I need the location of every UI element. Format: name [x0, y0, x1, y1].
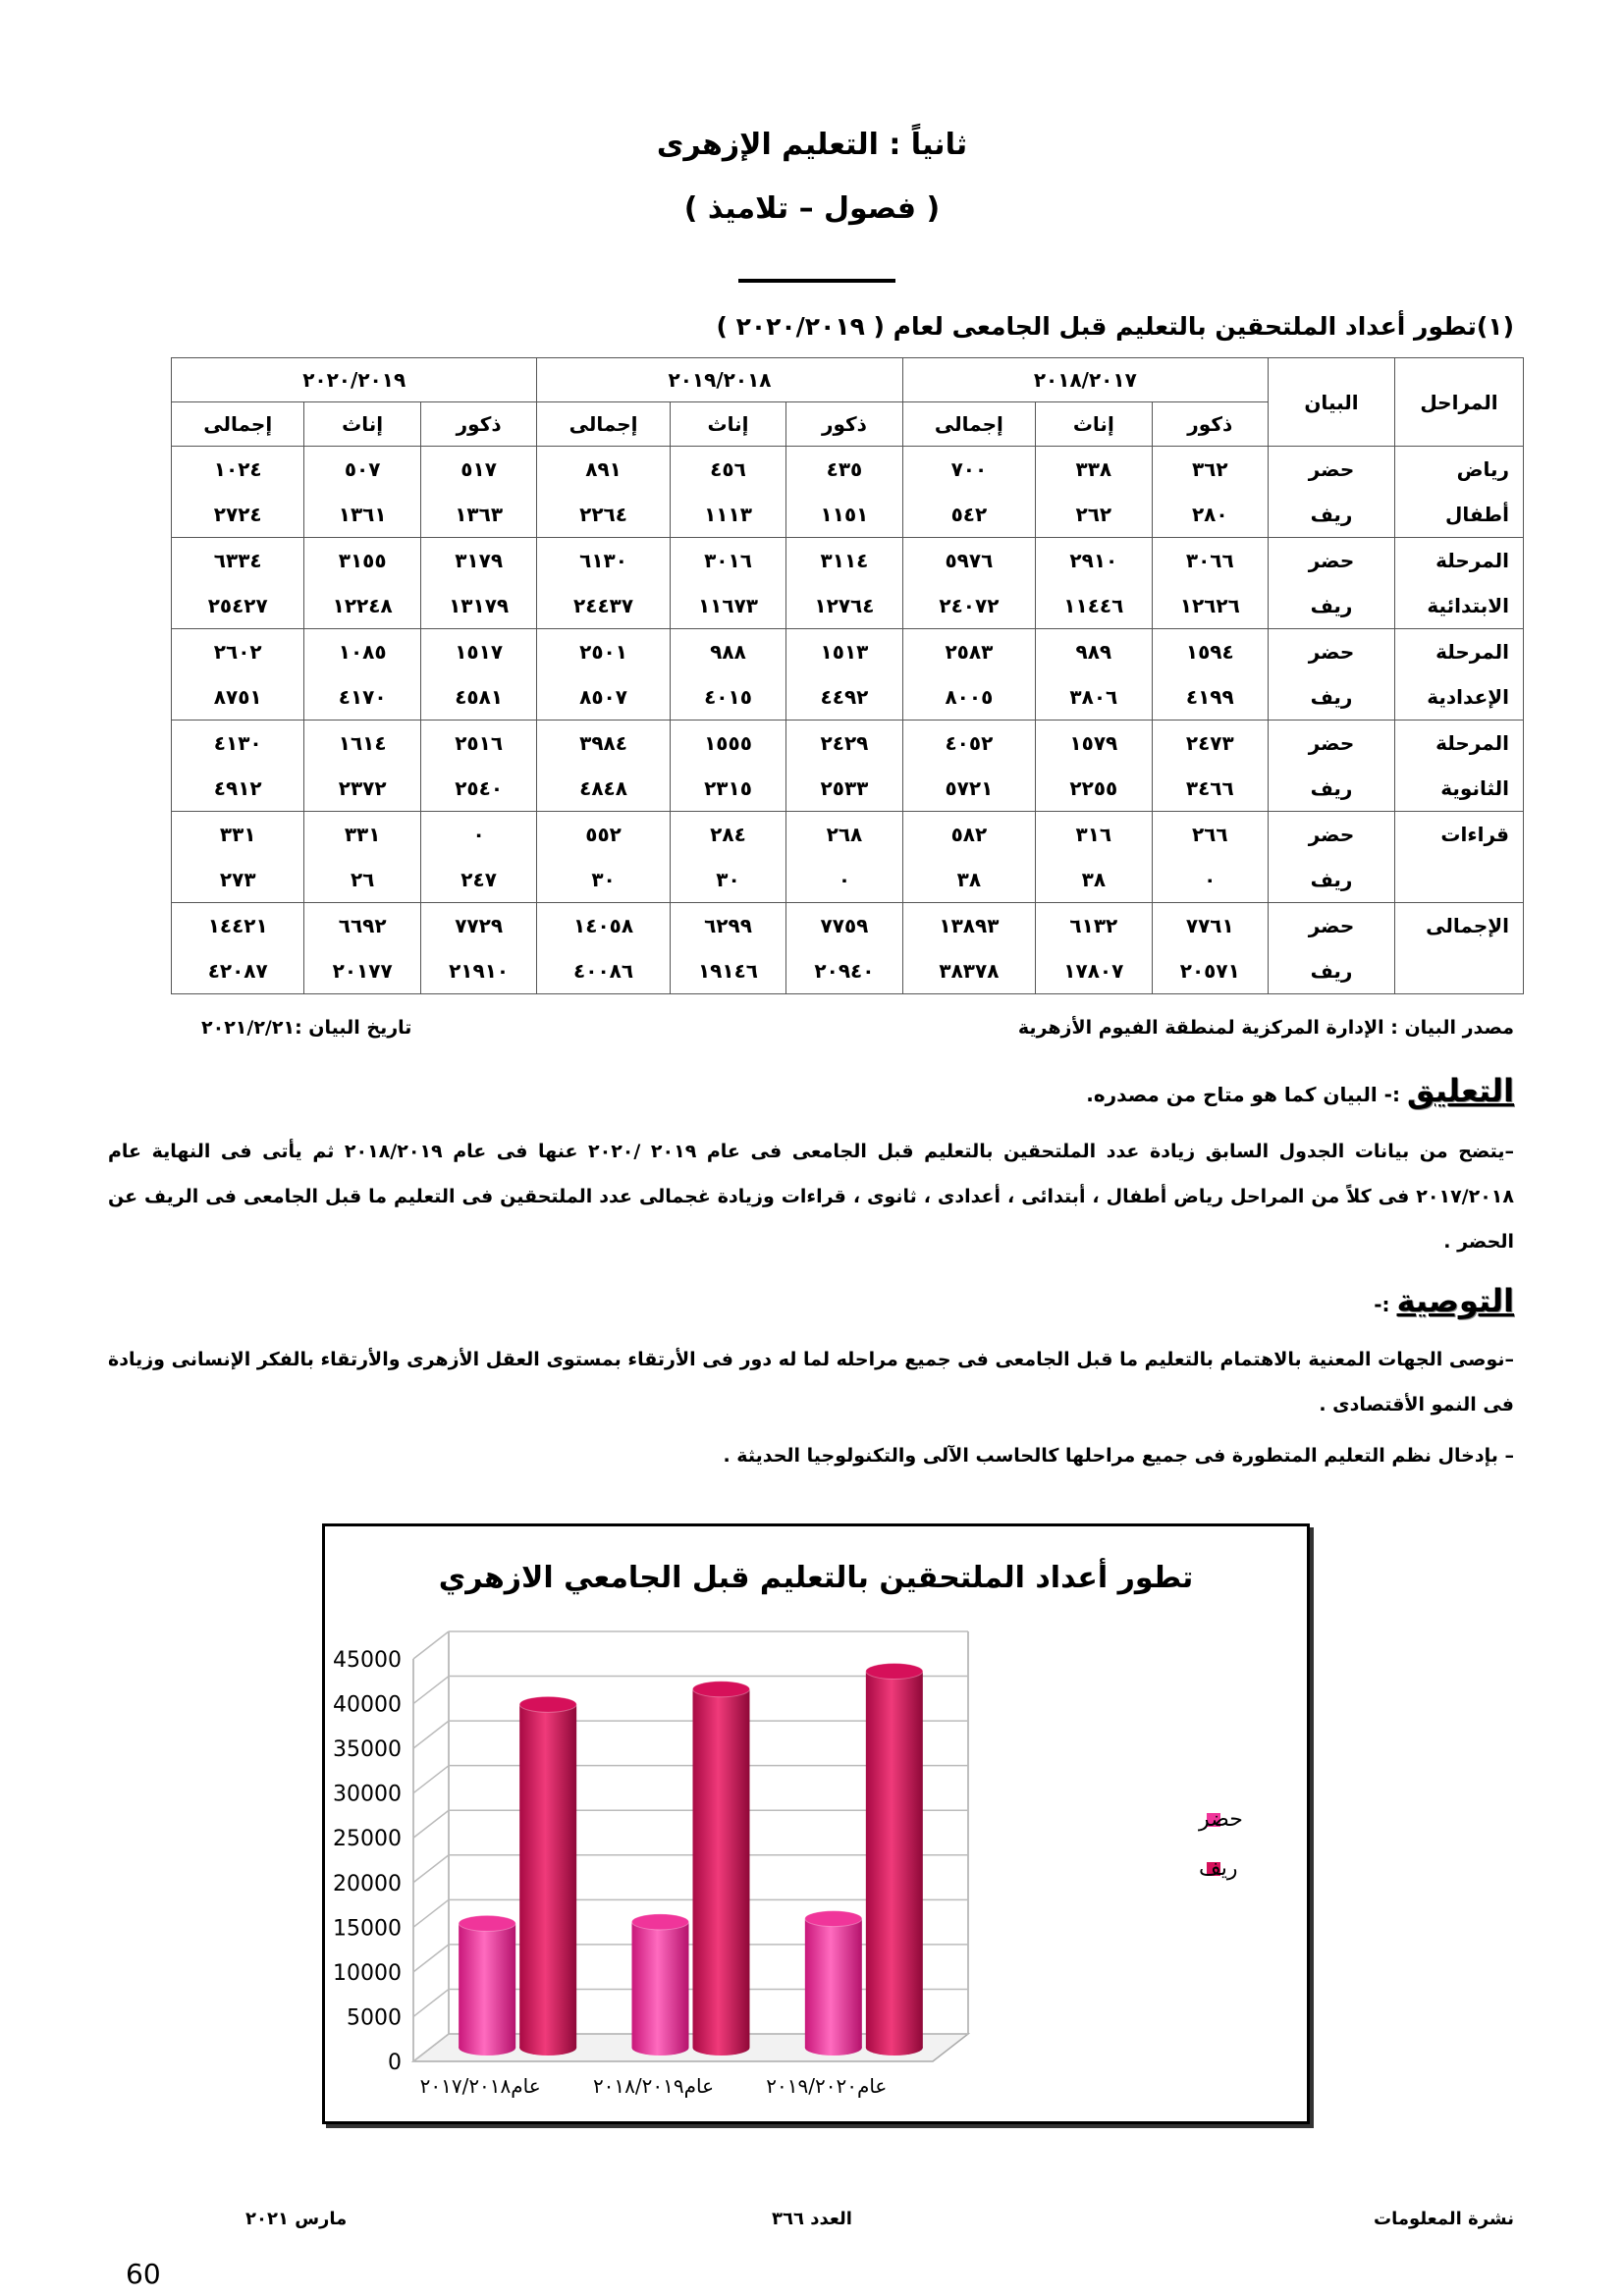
table-cell: ١٥١٧: [420, 629, 536, 675]
location-label: ريف: [1269, 857, 1395, 903]
table-cell: ١٥٧٩: [1036, 721, 1152, 767]
table-cell: ٤٩١٢: [172, 766, 304, 812]
table-cell: ٢٢٦٤: [537, 492, 670, 538]
table-cell: ٣١٥٥: [304, 538, 420, 584]
stage-label-line: أطفال: [1445, 503, 1509, 526]
gridline-side: [413, 1677, 449, 1704]
table-cell: ١١١٣: [670, 492, 785, 538]
table-cell: ٢٤٠٧٢: [902, 583, 1035, 629]
header-stage: المراحل: [1395, 358, 1524, 447]
stage-label-line: قراءات: [1440, 823, 1509, 846]
table-cell: ٦٢٩٩: [670, 903, 785, 949]
table-cell: ٦١٣٠: [537, 538, 670, 584]
bar-body: [805, 1919, 862, 2048]
table-cell: ٢٨٤: [670, 812, 785, 858]
enrollment-chart: [322, 1523, 1310, 2124]
y-tick-label: 30000: [333, 1782, 402, 1807]
bar-top: [459, 1915, 515, 1931]
y-tick-label: 25000: [333, 1827, 402, 1852]
bar-top: [693, 1682, 750, 1697]
table-cell: ٤١٩٩: [1152, 674, 1268, 721]
stage-label: [1395, 538, 1524, 629]
table-cell: ٥١٧: [420, 447, 536, 493]
bar-body: [866, 1672, 923, 2048]
y-tick-label: 0: [388, 2051, 402, 2075]
table-cell: ٢٥٨٣: [902, 629, 1035, 675]
comment-heading: [1086, 1072, 1514, 1109]
x-tick-label: عام٢٠١٨/٢٠١٩: [592, 2074, 715, 2098]
table-cell: ٧٧٦١: [1152, 903, 1268, 949]
table-cell: ٤٥٨١: [420, 674, 536, 721]
location-label: حضر: [1269, 812, 1395, 858]
table-cell: ٤٢٠٨٧: [172, 948, 304, 994]
gridline-side: [413, 1766, 449, 1793]
recommendation-text-1: –نوصى الجهات المعنية بالاهتمام بالتعليم ما قبل الجامعى فى جميع مراحله لما له دور فى الأرتقاء بمستوى العقل الأزهرى والأرتقاء بالفكر الإنسانى وزيادة فى النمو الأقتصادى .: [108, 1349, 1514, 1415]
table-row: [172, 766, 1524, 812]
subheader-0-2: إجمالى: [902, 402, 1035, 447]
stage-label-line: الثانوية: [1440, 776, 1509, 800]
table-cell: ٢٥٤٢٧: [172, 583, 304, 629]
table-cell: ١١٥١: [786, 492, 902, 538]
table-cell: ١٢٧٦٤: [786, 583, 902, 629]
table-cell: ٦١٣٢: [1036, 903, 1152, 949]
table-row: [172, 948, 1524, 994]
location-label: ريف: [1269, 674, 1395, 721]
bar-1-0: [632, 1914, 689, 2056]
table-cell: ١٤٤٢١: [172, 903, 304, 949]
table-cell: ٨٥٠٧: [537, 674, 670, 721]
header-year-1: ٢٠١٨/٢٠١٧: [902, 358, 1268, 402]
stage-label: [1395, 447, 1524, 538]
table-cell: ٤٠٥٢: [902, 721, 1035, 767]
table-cell: ٤٠١٥: [670, 674, 785, 721]
table-cell: ١١٤٤٦: [1036, 583, 1152, 629]
bar-base: [519, 2040, 576, 2056]
bar-body: [632, 1922, 689, 2048]
table-cell: ٢٦٠٢: [172, 629, 304, 675]
table-cell: ١١٦٧٣: [670, 583, 785, 629]
table-cell: ٣٨٠٦: [1036, 674, 1152, 721]
bar-2-1: [866, 1664, 923, 2056]
table-cell: ٢٨٠: [1152, 492, 1268, 538]
table-cell: ١٣٦١: [304, 492, 420, 538]
table-cell: ٢٥١٦: [420, 721, 536, 767]
table-cell: ١٣٨٩٣: [902, 903, 1035, 949]
chart-title: تطور أعداد الملتحقين بالتعليم قبل الجامعي الازهري: [438, 1561, 1194, 1595]
bar-1-1: [693, 1682, 750, 2056]
table-cell: ٠: [420, 812, 536, 858]
subheader-1-1: إناث: [670, 402, 785, 447]
table-cell: ٣٨: [902, 857, 1035, 903]
bar-2-0: [805, 1911, 862, 2056]
table-cell: ٣٩٨٤: [537, 721, 670, 767]
table-cell: ٢٣١٥: [670, 766, 785, 812]
page-number: 60: [126, 2258, 161, 2290]
table-cell: ٣٣١: [172, 812, 304, 858]
table-cell: ٣١١٤: [786, 538, 902, 584]
stage-label-line: المرحلة: [1435, 640, 1509, 664]
table-cell: ١٠٢٤: [172, 447, 304, 493]
table-cell: ١٤٠٥٨: [537, 903, 670, 949]
table-cell: ٠: [1152, 857, 1268, 903]
comment-intro: :- البيان كما هو متاح من مصدره.: [1086, 1083, 1400, 1106]
footer-publication: نشرة المعلومات: [1374, 2209, 1514, 2229]
table-cell: ٤١٧٠: [304, 674, 420, 721]
table-cell: ٢٠٥٧١: [1152, 948, 1268, 994]
table-cell: ٥٥٢: [537, 812, 670, 858]
stage-label: [1395, 629, 1524, 721]
x-tick-label: عام٢٠١٩/٢٠٢٠: [766, 2074, 888, 2098]
table-cell: ٢٧٢٤: [172, 492, 304, 538]
data-date: تاريخ البيان :٢٠٢١/٢/٢١: [201, 1017, 412, 1039]
table-cell: ٢٧٣: [172, 857, 304, 903]
table-row: [172, 538, 1524, 584]
table-cell: ٣٠: [670, 857, 785, 903]
table-cell: ٧٠٠: [902, 447, 1035, 493]
table-cell: ٢٦٢: [1036, 492, 1152, 538]
page-subtitle: ( فصول – تلاميذ ): [683, 191, 941, 226]
stage-label-line: المرحلة: [1435, 731, 1509, 755]
table-cell: ٤٥٦: [670, 447, 785, 493]
table-cell: ٣٠: [537, 857, 670, 903]
table-cell: ٢٥٣٣: [786, 766, 902, 812]
bar-base: [805, 2040, 862, 2056]
table-cell: ٤٤٩٢: [786, 674, 902, 721]
table-cell: ٩٨٨: [670, 629, 785, 675]
table-cell: ١٠٨٥: [304, 629, 420, 675]
table-row: [172, 629, 1524, 675]
location-label: ريف: [1269, 948, 1395, 994]
location-label: ريف: [1269, 492, 1395, 538]
y-tick-label: 20000: [333, 1871, 402, 1896]
table-cell: ٧٧٢٩: [420, 903, 536, 949]
location-label: حضر: [1269, 447, 1395, 493]
stage-label-line: رياض: [1456, 457, 1509, 481]
subheader-2-0: ذكور: [420, 402, 536, 447]
table-cell: ٤٨٤٨: [537, 766, 670, 812]
table-cell: ٢٥٠١: [537, 629, 670, 675]
table-cell: ٢٤٧: [420, 857, 536, 903]
stage-label-line: الإعدادية: [1427, 685, 1509, 709]
data-source: مصدر البيان : الإدارة المركزية لمنطقة الفيوم الأزهرية: [1017, 1017, 1514, 1039]
bar-0-1: [519, 1696, 576, 2056]
table-cell: ٢٠٩٤٠: [786, 948, 902, 994]
table-row: [172, 583, 1524, 629]
bar-top: [632, 1914, 689, 1930]
location-label: حضر: [1269, 721, 1395, 767]
table-row: [172, 903, 1524, 949]
bar-body: [519, 1704, 576, 2048]
table-cell: ٢٤٢٩: [786, 721, 902, 767]
table-cell: ٣٤٦٦: [1152, 766, 1268, 812]
y-tick-label: 35000: [333, 1737, 402, 1763]
legend-label: ريف: [1199, 1856, 1238, 1881]
bar-base: [459, 2040, 515, 2056]
table-cell: ٨٠٠٥: [902, 674, 1035, 721]
stage-label-line: الابتدائية: [1427, 594, 1509, 617]
footer-issue: العدد ٣٦٦: [772, 2209, 852, 2229]
y-tick-label: 5000: [347, 2005, 402, 2031]
table-cell: ١٥٥٥: [670, 721, 785, 767]
gridline-side: [413, 1899, 449, 1927]
table-cell: ٦٦٩٢: [304, 903, 420, 949]
table-cell: ٨٩١: [537, 447, 670, 493]
bar-top: [866, 1664, 923, 1680]
stage-label-line: الإجمالى: [1426, 914, 1509, 937]
gridline-side: [413, 1810, 449, 1838]
recommendation-text-2: – بإدخال نظم التعليم المتطورة فى جميع مراحلها كالحاسب الآلى والتكنولوجيا الحديثة .: [723, 1445, 1514, 1467]
table-cell: ٢٦: [304, 857, 420, 903]
table-cell: ٣٠٦٦: [1152, 538, 1268, 584]
gridline-side: [413, 1989, 449, 2016]
table-cell: ١٥٩٤: [1152, 629, 1268, 675]
table-cell: ١٣١٧٩: [420, 583, 536, 629]
location-label: ريف: [1269, 766, 1395, 812]
subheader-0-0: ذكور: [1152, 402, 1268, 447]
table-row: [172, 492, 1524, 538]
table-cell: ٧٧٥٩: [786, 903, 902, 949]
table-cell: ٨٧٥١: [172, 674, 304, 721]
table-cell: ٥٠٧: [304, 447, 420, 493]
table-cell: ٠: [786, 857, 902, 903]
header-item: البيان: [1269, 358, 1395, 447]
bar-0-0: [459, 1915, 515, 2056]
table-cell: ٢٤٤٣٧: [537, 583, 670, 629]
chart-svg: [325, 1526, 1307, 2121]
y-tick-label: 15000: [333, 1916, 402, 1942]
table-cell: ٣١٦: [1036, 812, 1152, 858]
gridline-side: [413, 1855, 449, 1883]
table-cell: ٢٦٨: [786, 812, 902, 858]
stage-label: [1395, 721, 1524, 812]
subheader-0-1: إناث: [1036, 402, 1152, 447]
header-year-3: ٢٠٢٠/٢٠١٩: [172, 358, 537, 402]
table-cell: ٤١٣٠: [172, 721, 304, 767]
legend-label: حضر: [1199, 1807, 1243, 1832]
location-label: حضر: [1269, 903, 1395, 949]
recommendation-intro: :-: [1374, 1293, 1390, 1316]
stage-label: [1395, 812, 1524, 903]
table-cell: ٣٠١٦: [670, 538, 785, 584]
table-cell: ١٢٦٢٦: [1152, 583, 1268, 629]
gridline-side: [413, 1945, 449, 1972]
location-label: حضر: [1269, 629, 1395, 675]
table-cell: ٢٠١٧٧: [304, 948, 420, 994]
location-label: ريف: [1269, 583, 1395, 629]
table-cell: ٣٨: [1036, 857, 1152, 903]
table-cell: ٥٩٧٦: [902, 538, 1035, 584]
page-title: ثانياً : التعليم الإزهرى: [656, 128, 968, 162]
table-cell: ١٦١٤: [304, 721, 420, 767]
table-cell: ٢٢٥٥: [1036, 766, 1152, 812]
x-tick-label: عام٢٠١٧/٢٠١٨: [419, 2074, 541, 2098]
table-row: [172, 812, 1524, 858]
bar-body: [693, 1689, 750, 2048]
bar-base: [693, 2040, 750, 2056]
table-row: [172, 721, 1524, 767]
location-label: حضر: [1269, 538, 1395, 584]
table-cell: ١٢٢٤٨: [304, 583, 420, 629]
subheader-2-1: إناث: [304, 402, 420, 447]
bar-body: [459, 1923, 515, 2048]
bar-top: [519, 1696, 576, 1712]
subheader-2-2: إجمالى: [172, 402, 304, 447]
enrollment-table: [171, 357, 1524, 994]
table-cell: ٣١٧٩: [420, 538, 536, 584]
table-cell: ٦٣٣٤: [172, 538, 304, 584]
table-cell: ٣٣٨: [1036, 447, 1152, 493]
header-year-2: ٢٠١٩/٢٠١٨: [537, 358, 902, 402]
table-caption: (١)تطور أعداد الملتحقين بالتعليم قبل الجامعى لعام ( ٢٠٢٠/٢٠١٩ ): [716, 312, 1514, 341]
table-cell: ٢٩١٠: [1036, 538, 1152, 584]
bar-base: [632, 2040, 689, 2056]
recommendation-heading: [1374, 1282, 1514, 1319]
table-cell: ٣٣١: [304, 812, 420, 858]
bar-top: [805, 1911, 862, 1927]
title-divider: [738, 279, 895, 283]
table-row: [172, 674, 1524, 721]
table-cell: ٢١٩١٠: [420, 948, 536, 994]
comment-title: التعليق: [1406, 1072, 1514, 1109]
table-cell: ١٩١٤٦: [670, 948, 785, 994]
gridline-side: [413, 1721, 449, 1748]
table-cell: ٣٦٢: [1152, 447, 1268, 493]
table-cell: ٩٨٩: [1036, 629, 1152, 675]
comment-text: –يتضح من بيانات الجدول السابق زيادة عدد الملتحقين بالتعليم قبل الجامعى فى عام ٢٠١٩ /٢٠٢٠ عنها فى عام ٢٠١٨/٢٠١٩ ثم يأتى فى النهاية عام ٢٠١٧/٢٠١٨ فى كلاً من المراحل رياض أطفال ، أبتدائى ، أعدادى ، ثانوى ، قراءات وزيادة غجمالى عدد الملتحقين فى التعليم ما قبل الجامعى فى الريف عن الحضر .: [108, 1141, 1515, 1253]
table-cell: ٤٠٠٨٦: [537, 948, 670, 994]
gridline-side: [413, 1631, 449, 1659]
table-cell: ٢٤٧٣: [1152, 721, 1268, 767]
table-cell: ٤٣٥: [786, 447, 902, 493]
table-cell: ٢٣٧٢: [304, 766, 420, 812]
table-cell: ٢٥٤٠: [420, 766, 536, 812]
y-tick-label: 45000: [333, 1648, 402, 1673]
table-cell: ٢٦٦: [1152, 812, 1268, 858]
footer-date: مارس ٢٠٢١: [245, 2209, 348, 2229]
recommendation-title: التوصية: [1396, 1282, 1514, 1319]
y-tick-label: 40000: [333, 1692, 402, 1718]
table-row: [172, 447, 1524, 493]
y-tick-label: 10000: [333, 1960, 402, 1986]
table-cell: ١٧٨٠٧: [1036, 948, 1152, 994]
table-cell: ٣٨٣٧٨: [902, 948, 1035, 994]
table-cell: ٥٤٢: [902, 492, 1035, 538]
table-cell: ٥٨٢: [902, 812, 1035, 858]
table-cell: ١٥١٣: [786, 629, 902, 675]
subheader-1-2: إجمالى: [537, 402, 670, 447]
stage-label-line: المرحلة: [1435, 549, 1509, 572]
bar-base: [866, 2040, 923, 2056]
table-cell: ٥٧٢١: [902, 766, 1035, 812]
table-row: [172, 857, 1524, 903]
subheader-1-0: ذكور: [786, 402, 902, 447]
table-cell: ١٣٦٣: [420, 492, 536, 538]
stage-label: [1395, 903, 1524, 994]
